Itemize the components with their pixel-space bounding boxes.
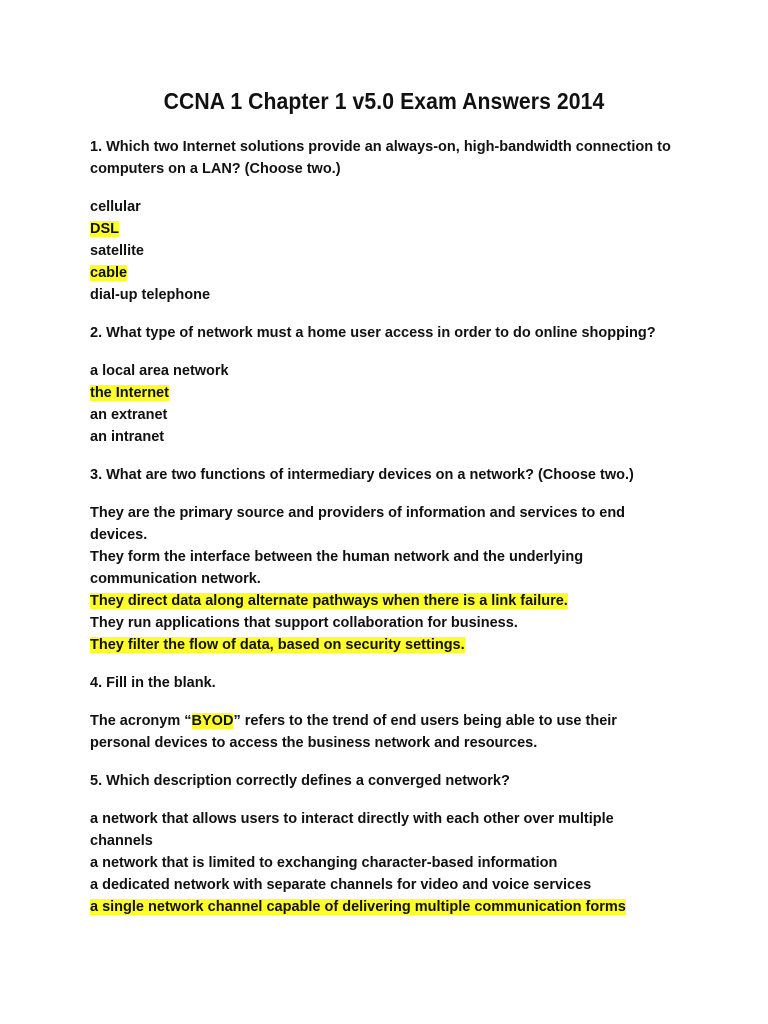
correct-answer-highlight: They filter the flow of data, based on security settings. xyxy=(90,637,465,653)
option-1-5: dial-up telephone xyxy=(90,287,211,303)
question-2: 2. What type of network must a home user access in order to do online shopping? xyxy=(90,325,656,341)
option-3-5 xyxy=(90,634,680,656)
answer-list-2 xyxy=(90,360,680,448)
correct-answer-highlight: DSL xyxy=(90,221,119,237)
option-2-3: an extranet xyxy=(90,407,168,423)
option-1-3: satellite xyxy=(90,243,144,259)
correct-answer-highlight: the Internet xyxy=(90,385,169,401)
correct-answer-highlight: cable xyxy=(90,265,128,281)
correct-answer-highlight: BYOD xyxy=(191,713,234,729)
option-2-1: a local area network xyxy=(90,363,229,379)
page-title: CCNA 1 Chapter 1 v5.0 Exam Answers 2014 xyxy=(163,88,605,114)
option-5-1: a network that allows users to interact directly with each other over multiple channels xyxy=(90,811,614,849)
option-3-4: They run applications that support collaboration for business. xyxy=(90,615,518,631)
option-3-3 xyxy=(90,590,680,612)
option-3-2: They form the interface between the human network and the underlying communication network. xyxy=(90,549,584,587)
question-5: 5. Which description correctly defines a converged network? xyxy=(90,773,510,789)
option-5-3: a dedicated network with separate channels for video and voice services xyxy=(90,877,592,893)
question-1: 1. Which two Internet solutions provide an always-on, high-bandwidth connection to computers on a LAN? (Choose two.) xyxy=(90,139,671,177)
question-4: 4. Fill in the blank. xyxy=(90,675,216,691)
correct-answer-highlight: They direct data along alternate pathways when there is a link failure. xyxy=(90,593,568,609)
exam-content xyxy=(90,136,680,934)
option-1-2 xyxy=(90,218,680,240)
option-3-1: They are the primary source and providers of information and services to end devices. xyxy=(90,505,626,543)
option-1-4 xyxy=(90,262,680,284)
option-5-4 xyxy=(90,896,680,918)
option-2-2 xyxy=(90,382,680,404)
option-1-1: cellular xyxy=(90,199,141,215)
question-3: 3. What are two functions of intermediary devices on a network? (Choose two.) xyxy=(90,467,634,483)
answer-list-3 xyxy=(90,502,680,656)
option-5-2: a network that is limited to exchanging character-based information xyxy=(90,855,558,871)
answer-list-1 xyxy=(90,196,680,306)
option-2-4: an intranet xyxy=(90,429,165,445)
correct-answer-highlight: a single network channel capable of delivering multiple communication forms xyxy=(90,899,626,915)
answer-list-5 xyxy=(90,808,680,918)
fill-in-answer-4: The acronym “BYOD” refers to the trend of end users being able to use their personal devices to access the business network and resources. xyxy=(90,713,617,751)
